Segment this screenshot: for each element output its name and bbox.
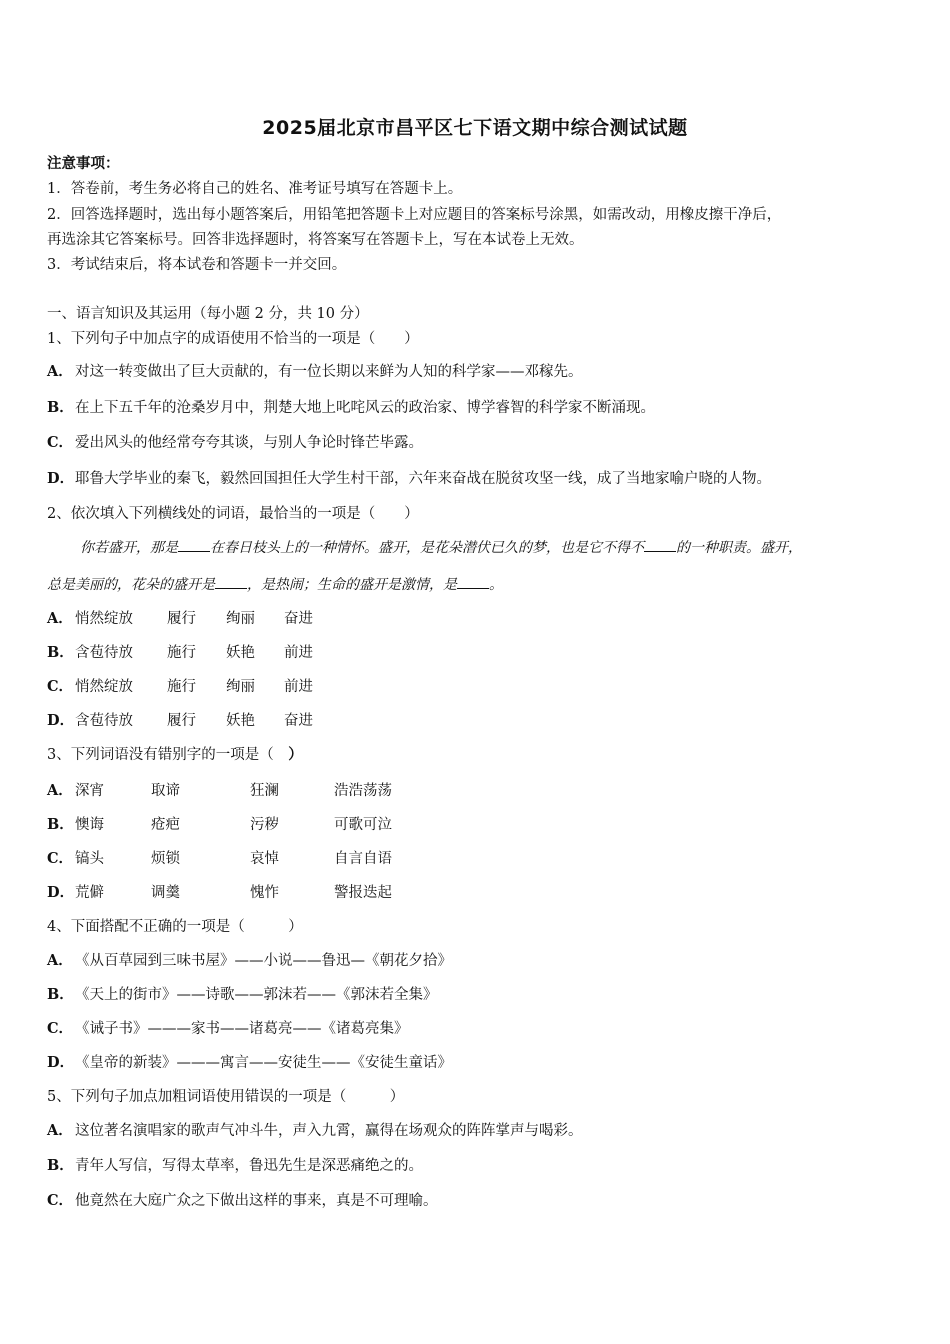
option-word: 疮疤 (151, 817, 180, 833)
option-label: B． (47, 816, 74, 833)
option-word: 懊诲 (75, 817, 104, 833)
option-label: A． (47, 363, 73, 380)
option-text: 在上下五千年的沧桑岁月中，荆楚大地上叱咤风云的政治家、博学睿智的科学家不断涌现。 (75, 400, 655, 416)
option-text: 《天上的街市》——诗歌——郭沫若——《郭沫若全集》 (75, 987, 438, 1003)
option-c (47, 1189, 438, 1210)
option-d (47, 1051, 452, 1072)
option-word: 绚丽 (226, 611, 255, 627)
passage-line (80, 537, 802, 557)
option-text: 青年人写信，写得太草率，鲁迅先生是深恶痛绝之的。 (75, 1158, 423, 1174)
option-word: 浩浩荡荡 (334, 783, 392, 799)
question-paren: ） (288, 746, 303, 763)
option-word: 荒僻 (75, 885, 104, 901)
option-word: 含苞待放 (75, 645, 133, 661)
passage-text: 你若盛开，那是 (80, 540, 178, 556)
option-word: 绚丽 (226, 679, 255, 695)
option-word: 警报迭起 (334, 885, 392, 901)
option-text: 对这一转变做出了巨大贡献的，有一位长期以来鲜为人知的科学家——邓稼先。 (75, 364, 583, 380)
option-text: 爱出风头的他经常夸夸其谈，与别人争论时锋芒毕露。 (75, 435, 423, 451)
option-word: 妖艳 (226, 713, 255, 729)
option-word: 悄然绽放 (75, 611, 133, 627)
option-label: D． (47, 470, 75, 487)
option-a (47, 949, 452, 970)
notice-item: 3．考试结束后，将本试卷和答题卡一并交回。 (47, 257, 347, 273)
option-c (47, 1017, 409, 1038)
passage-line (47, 574, 503, 594)
option-word: 取谛 (151, 783, 180, 799)
option-word: 奋进 (284, 713, 313, 729)
option-label: B． (47, 644, 74, 661)
option-word: 自言自语 (334, 851, 392, 867)
option-word: 污秽 (250, 817, 279, 833)
question-stem (47, 743, 303, 764)
page-title: 2025届北京市昌平区七下语文期中综合测试试题 (262, 117, 688, 139)
option-label: B． (47, 399, 74, 416)
option-b (47, 1154, 423, 1175)
option-text: 《从百草园到三味书屋》——小说——鲁迅—《朝花夕拾》 (75, 953, 452, 969)
option-word: 可歌可泣 (334, 817, 392, 833)
option-b (47, 813, 392, 834)
question-text: 3、下列词语没有错别字的一项是（ (47, 747, 289, 763)
passage-text: 在春日枝头上的一种情怀。盛开，是花朵潜伏已久的梦，也是它不得不 (210, 540, 644, 556)
passage-text: ，是热闹；生命的盛开是激情，是 (247, 577, 457, 593)
option-label: C． (47, 850, 74, 867)
fill-blank (644, 537, 676, 552)
option-word: 狂澜 (250, 783, 279, 799)
option-c (47, 431, 423, 452)
notice-item: 1．答卷前，考生务必将自己的姓名、准考证号填写在答题卡上。 (47, 181, 463, 197)
fill-blank (215, 574, 247, 589)
option-label: C． (47, 1192, 74, 1209)
option-word: 愧怍 (250, 885, 279, 901)
option-a (47, 360, 583, 381)
option-a (47, 1119, 583, 1140)
question-stem: 5、下列句子加点加粗词语使用错误的一项是（ ） (47, 1089, 405, 1105)
notice-item: 2．回答选择题时，选出每小题答案后，用铅笔把答题卡上对应题目的答案标号涂黑，如需改动，用橡皮擦干净后， (47, 207, 782, 223)
option-word: 前进 (284, 645, 313, 661)
fill-blank (178, 537, 210, 552)
option-label: C． (47, 434, 74, 451)
option-a (47, 607, 313, 628)
option-word: 含苞待放 (75, 713, 133, 729)
option-c (47, 675, 313, 696)
option-c (47, 847, 392, 868)
notice-item: 再选涂其它答案标号。回答非选择题时，将答案写在答题卡上，写在本试卷上无效。 (47, 232, 584, 248)
option-label: D． (47, 712, 75, 729)
option-word: 镐头 (75, 851, 104, 867)
question-stem: 1、下列句子中加点字的成语使用不恰当的一项是（ ） (47, 331, 419, 347)
option-a (47, 779, 392, 800)
option-text: 这位著名演唱家的歌声气冲斗牛，声入九霄，赢得在场观众的阵阵掌声与喝彩。 (75, 1123, 583, 1139)
question-stem: 4、下面搭配不正确的一项是（ ） (47, 919, 303, 935)
option-word: 妖艳 (226, 645, 255, 661)
option-word: 履行 (167, 713, 196, 729)
option-d (47, 467, 771, 488)
option-word: 前进 (284, 679, 313, 695)
option-label: A． (47, 952, 73, 969)
option-text: 《诫子书》———家书——诸葛亮——《诸葛亮集》 (75, 1021, 409, 1037)
option-label: A． (47, 1122, 73, 1139)
option-label: D． (47, 884, 75, 901)
option-word: 奋进 (284, 611, 313, 627)
option-word: 烦锁 (151, 851, 180, 867)
option-label: A． (47, 782, 73, 799)
question-stem: 2、依次填入下列横线处的词语，最恰当的一项是（ ） (47, 506, 419, 522)
passage-text: 。 (489, 577, 503, 593)
option-label: B． (47, 986, 74, 1003)
option-d (47, 881, 392, 902)
option-text: 他竟然在大庭广众之下做出这样的事来，真是不可理喻。 (75, 1193, 438, 1209)
option-label: B． (47, 1157, 74, 1174)
option-word: 调羹 (151, 885, 180, 901)
notice-heading: 注意事项： (47, 155, 120, 172)
option-label: D． (47, 1054, 75, 1071)
option-word: 哀悼 (250, 851, 279, 867)
passage-text: 总是美丽的，花朵的盛开是 (47, 577, 215, 593)
option-label: C． (47, 678, 74, 695)
option-d (47, 709, 313, 730)
option-word: 施行 (167, 679, 196, 695)
option-b (47, 396, 655, 417)
option-label: A． (47, 610, 73, 627)
option-text: 耶鲁大学毕业的秦飞，毅然回国担任大学生村干部，六年来奋战在脱贫攻坚一线，成了当地家喻户晓的人物。 (75, 471, 771, 487)
option-text: 《皇帝的新装》———寓言——安徒生——《安徒生童话》 (75, 1055, 452, 1071)
option-word: 深宵 (75, 783, 104, 799)
option-b (47, 983, 438, 1004)
fill-blank (457, 574, 489, 589)
option-word: 悄然绽放 (75, 679, 133, 695)
passage-text: 的一种职责。盛开， (676, 540, 802, 556)
option-word: 施行 (167, 645, 196, 661)
section-heading: 一、语言知识及其运用（每小题 2 分，共 10 分） (47, 306, 369, 322)
option-b (47, 641, 313, 662)
option-label: C． (47, 1020, 74, 1037)
option-word: 履行 (167, 611, 196, 627)
